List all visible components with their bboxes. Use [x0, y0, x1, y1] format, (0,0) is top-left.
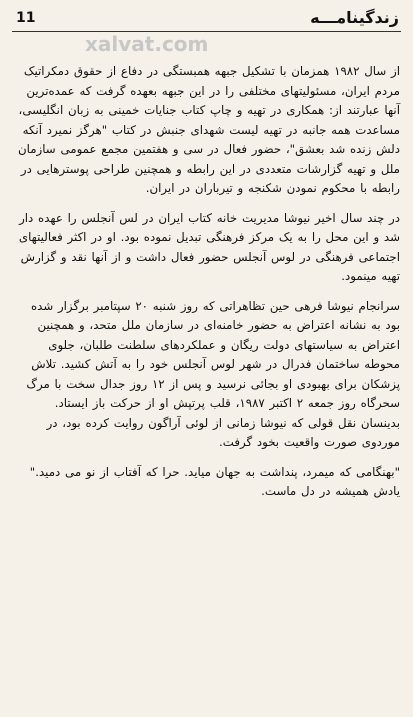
watermark: xalvat.com: [85, 32, 209, 56]
document-body: [13, 62, 400, 711]
page-header: [0, 0, 413, 34]
page-number: 11: [16, 10, 36, 26]
paragraph-4: "بهنگامی که میمرد، پنداشت به جهان میاید. حرا که آفتاب از نو می دمید." یادش همیشه در دل ماست.: [29, 464, 400, 498]
paragraph-3: سرانجام نیوشا فرهی حین تظاهراتی که روز شنبه ۲۰ سپتامبر برگزار شده بود به نشانه اعتراض به حضور خامنه‌ای در سازمان ملل متحد، و همچنین اعتراض به سیاستهای دولت ریگان و عملکردهای سلطنت طلبان، جلوی محوطه ساختمان فدرال در شهر لوس آنجلس خود را به آتش کشید. تلاش پزشکان برای بهبودی او بجائی نرسید و پس از ۱۲ روز جدال سخت با مرگ سحرگاه روز جمعه ۲ اکتبر ۱۹۸۷، قلب پرتپش او از حرکت باز ایستاد. بدینسان نقل قولی که نیوشا زمانی از لوئی آراگون روایت کرده بود، در موردوی صورت واقعیت بخود گرفت.: [26, 298, 400, 449]
page-title: زندگینامـــه: [310, 8, 399, 27]
paragraph-2: در چند سال اخیر نیوشا مدیریت خانه کتاب ایران در لس آنجلس را عهده دار شد و این محل را به یک مرکز فرهنگی تبدیل نموده بود. او در اکثر فعالیتهای اجتماعی فرهنگی در لوس آنجلس حضور فعال داشت و از آنها نقد و گزارش تهیه مینمود.: [18, 210, 400, 283]
paragraph-1: از سال ۱۹۸۲ همزمان با تشکیل جبهه همبستگی در دفاع از حقوق دمکراتیک مردم ایران، مسئولیتهای مختلفی را در این جبهه بعهده گرفت که عمده‌ترین آنها عبارتند از: همکاری در تهیه و چاپ کتاب جنایات خمینی به زبان انگلیسی، مساعدت همه جانبه در تهیه لیست شهدای جنبش در کتاب "هرگز نمیرد آنکه دلش زنده شد بعشق"، حضور فعال در سی و هفتمین مجمع عمومی سازمان ملل و تهیه گزارشات متعددی در این رابطه و همچنین طراحی پوسترهایی در رابطه با محکوم نمودن شکنجه و تیرباران در ایران.: [17, 64, 400, 195]
